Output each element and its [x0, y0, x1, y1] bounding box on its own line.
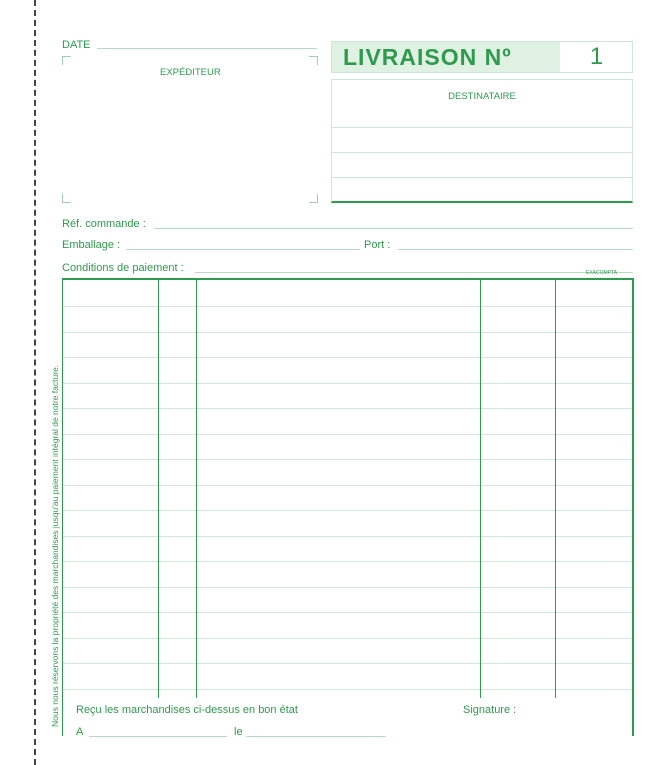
recipient-line-3[interactable] — [332, 177, 632, 178]
perforation-line — [34, 0, 36, 765]
column-divider-4 — [555, 278, 556, 698]
form-title: LIVRAISON Nº — [343, 44, 512, 70]
payment-terms-line[interactable] — [195, 272, 633, 273]
table-row-line[interactable] — [63, 638, 632, 639]
table-row-line[interactable] — [63, 408, 632, 409]
table-row-line[interactable] — [63, 536, 632, 537]
table-left-border — [62, 278, 63, 736]
sender-label: EXPÉDITEUR — [160, 67, 221, 78]
table-row-line[interactable] — [63, 485, 632, 486]
sender-corner-br — [309, 194, 318, 203]
column-divider-1 — [158, 278, 159, 698]
table-row-line[interactable] — [63, 561, 632, 562]
brand-mark: EXACOMPTA — [586, 270, 618, 276]
table-row-line[interactable] — [63, 612, 632, 613]
recipient-line-1[interactable] — [332, 127, 632, 128]
sender-corner-tl — [62, 56, 71, 65]
table-row-line[interactable] — [63, 510, 632, 511]
ownership-note: Nous nous réservons la propriété des marchandises jusqu'au paiement intégral de notre facture. — [50, 364, 60, 727]
date-on-label: le — [234, 726, 243, 738]
table-row-line[interactable] — [63, 459, 632, 460]
order-ref-label: Réf. commande : — [62, 218, 146, 230]
shipping-label: Port : — [364, 239, 391, 251]
table-row-line[interactable] — [63, 689, 632, 690]
table-row-line[interactable] — [63, 332, 632, 333]
packaging-line[interactable] — [126, 249, 360, 250]
table-row-line[interactable] — [63, 357, 632, 358]
table-row-line[interactable] — [63, 587, 632, 588]
sender-corner-tr — [309, 56, 318, 65]
date-line[interactable] — [97, 48, 317, 49]
table-right-border — [632, 278, 634, 736]
table-row-line[interactable] — [63, 383, 632, 384]
recipient-label: DESTINATAIRE — [448, 91, 516, 102]
column-divider-2 — [196, 278, 197, 698]
date-on-line[interactable] — [246, 736, 386, 737]
table-row-line[interactable] — [63, 663, 632, 664]
payment-terms-label: Conditions de paiement : — [62, 262, 184, 274]
place-label: A — [76, 726, 84, 738]
table-row-line[interactable] — [63, 434, 632, 435]
sender-corner-bl — [62, 194, 71, 203]
table-row-line[interactable] — [63, 306, 632, 307]
table-top-border — [62, 278, 633, 280]
recipient-line-2[interactable] — [332, 152, 632, 153]
place-line[interactable] — [89, 736, 227, 737]
form-number: 1 — [589, 43, 604, 70]
packaging-label: Emballage : — [62, 239, 121, 251]
shipping-line[interactable] — [398, 249, 633, 250]
order-ref-line[interactable] — [154, 228, 633, 229]
received-label: Reçu les marchandises ci-dessus en bon état — [76, 704, 298, 716]
date-label: DATE — [62, 39, 91, 51]
signature-label: Signature : — [463, 704, 517, 716]
column-divider-3 — [480, 278, 481, 698]
